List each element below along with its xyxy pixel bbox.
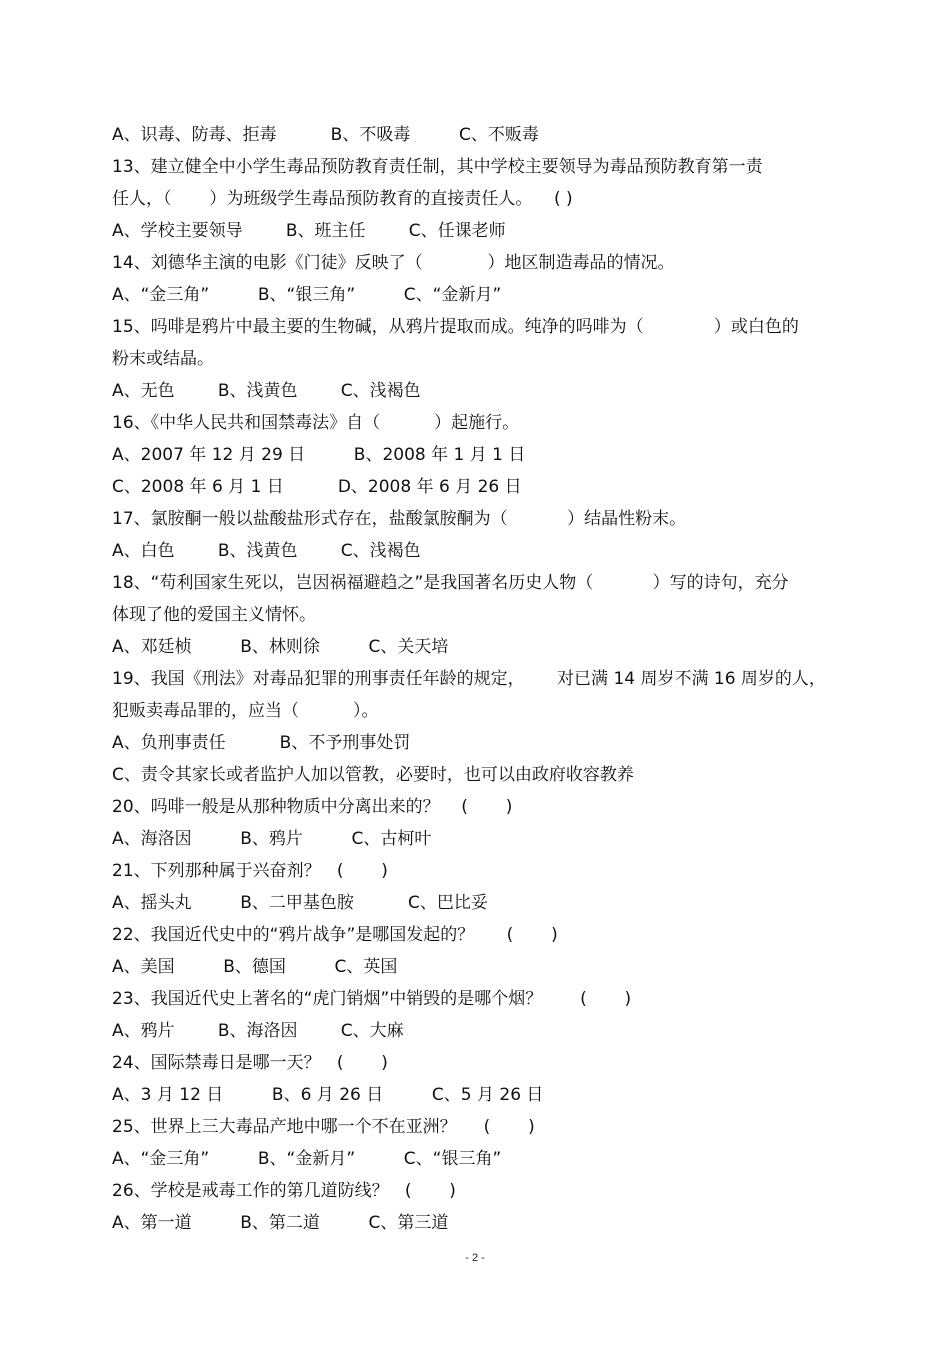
document-line: A、鸦片 B、海洛因 C、大麻	[112, 1021, 404, 1041]
document-line: A、2007 年 12 月 29 日 B、2008 年 1 月 1 日	[112, 445, 526, 465]
document-line: 15、吗啡是鸦片中最主要的生物碱，从鸦片提取而成。纯净的吗啡为（ ）或白色的	[112, 317, 799, 337]
document-line: A、摇头丸 B、二甲基色胺 C、巴比妥	[112, 893, 488, 913]
document-body	[112, 119, 834, 1239]
document-line: 14、刘德华主演的电影《门徒》反映了（ ）地区制造毒品的情况。	[112, 253, 675, 273]
document-line: 16、《中华人民共和国禁毒法》自（ ）起施行。	[112, 413, 520, 433]
document-line: A、“金三角” B、“银三角” C、“金新月”	[112, 285, 502, 305]
document-line: A、“金三角” B、“金新月” C、“银三角”	[112, 1149, 502, 1169]
document-line: A、无色 B、浅黄色 C、浅褐色	[112, 381, 421, 401]
document-line: 21、下列那种属于兴奋剂？ ( )	[112, 861, 388, 881]
document-line: A、3 月 12 日 B、6 月 26 日 C、5 月 26 日	[112, 1085, 544, 1105]
document-line: C、2008 年 6 月 1 日 D、2008 年 6 月 26 日	[112, 477, 522, 497]
document-line: 粉末或结晶。	[112, 349, 214, 369]
document-line: C、责令其家长或者监护人加以管教，必要时，也可以由政府收容教养	[112, 765, 634, 785]
document-line: A、负刑事责任 B、不予刑事处罚	[112, 733, 411, 753]
document-line: 任人，（ ）为班级学生毒品预防教育的直接责任人。 ( )	[112, 189, 573, 209]
document-line: 24、国际禁毒日是哪一天？ ( )	[112, 1053, 388, 1073]
document-line: A、识毒、防毒、拒毒 B、不吸毒 C、不贩毒	[112, 125, 539, 145]
document-line: A、海洛因 B、鸦片 C、古柯叶	[112, 829, 432, 849]
document-line: 17、氯胺酮一般以盐酸盐形式存在，盐酸氯胺酮为（ ）结晶性粉末。	[112, 509, 687, 529]
document-line: 13、建立健全中小学生毒品预防教育责任制，其中学校主要领导为毒品预防教育第一责	[112, 157, 763, 177]
document-line: A、美国 B、德国 C、英国	[112, 957, 398, 977]
document-line: A、第一道 B、第二道 C、第三道	[112, 1213, 449, 1233]
document-line: 23、我国近代史上著名的“虎门销烟”中销毁的是哪个烟？ ( )	[112, 989, 632, 1009]
document-line: A、学校主要领导 B、班主任 C、任课老师	[112, 221, 506, 241]
document-line: A、邓廷桢 B、林则徐 C、关天培	[112, 637, 449, 657]
document-line: 26、学校是戒毒工作的第几道防线？ ( )	[112, 1181, 456, 1201]
page-number: - 2 -	[465, 1252, 485, 1264]
document-line: 犯贩卖毒品罪的，应当（ ）。	[112, 701, 379, 721]
document-line: A、白色 B、浅黄色 C、浅褐色	[112, 541, 421, 561]
document-line: 22、我国近代史中的“鸦片战争”是哪国发起的？ ( )	[112, 925, 558, 945]
document-line: 20、吗啡一般是从那种物质中分离出来的？ ( )	[112, 797, 513, 817]
document-line: 25、世界上三大毒品产地中哪一个不在亚洲？ ( )	[112, 1117, 535, 1137]
document-line: 19、我国《刑法》对毒品犯罪的刑事责任年龄的规定， 对已满 14 周岁不满 16 周岁的人，	[112, 669, 826, 689]
document-line: 18、“苟利国家生死以，岂因祸福避趋之”是我国著名历史人物（ ）写的诗句，充分	[112, 573, 789, 593]
document-line: 体现了他的爱国主义情怀。	[112, 605, 316, 625]
